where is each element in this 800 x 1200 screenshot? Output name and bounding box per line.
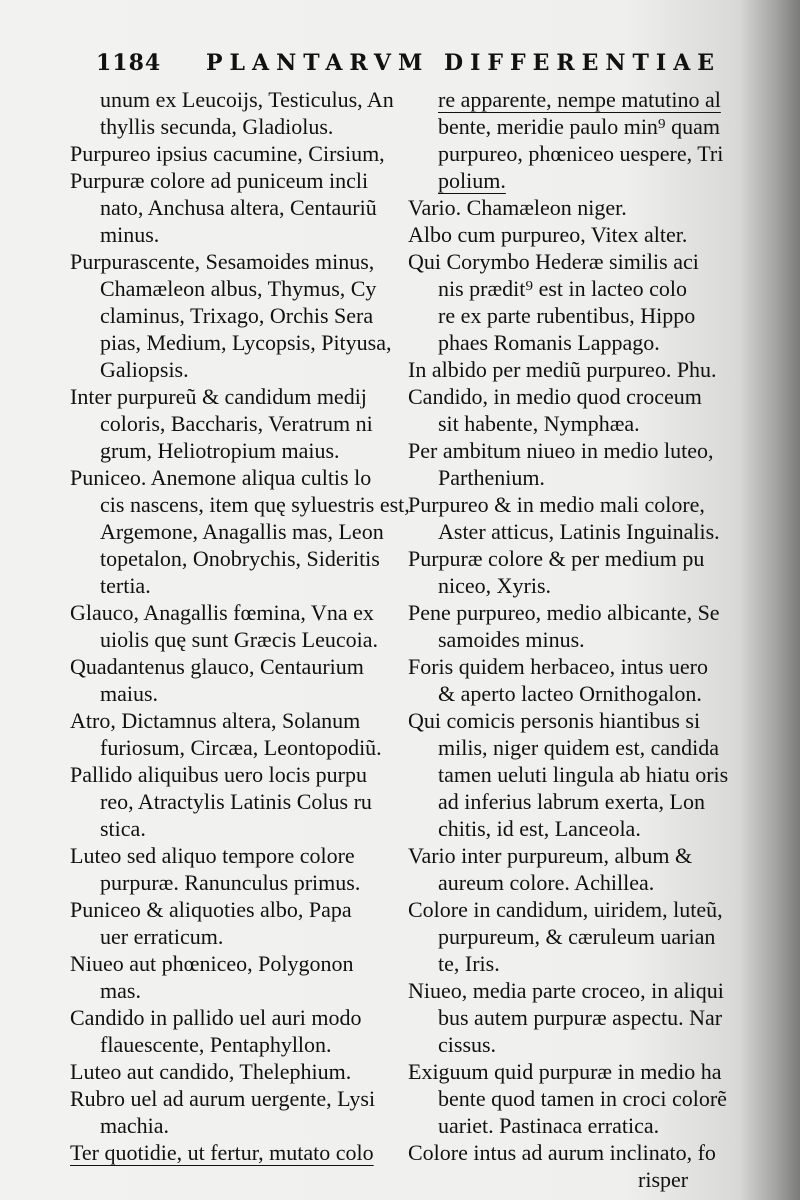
text-line: grum, Heliotropium maius. (100, 438, 340, 463)
text-line: tamen ueluti lingula ab hiatu oris (438, 762, 729, 787)
text-line: sit habente, Nymphæa. (438, 411, 640, 436)
text-line: ad inferius labrum exerta, Lon (438, 789, 705, 814)
text-line: Glauco, Anagallis fœmina, Vna ex (70, 600, 374, 625)
text-line: Purpureo ipsius cacumine, Cirsium, (70, 141, 385, 166)
text-line: Per ambitum niueo in medio luteo, (408, 438, 714, 463)
text-line: furiosum, Circæa, Leontopodiũ. (100, 735, 382, 760)
text-line: claminus, Trixago, Orchis Sera (100, 303, 374, 328)
text-line: coloris, Baccharis, Veratrum ni (100, 411, 373, 436)
text-line: aureum colore. Achillea. (438, 870, 655, 895)
text-line: cis nascens, item quę syluestris est, (100, 492, 410, 517)
text-line: Puniceo. Anemone aliqua cultis lo (70, 465, 372, 490)
text-line: Colore intus ad aurum inclinato, fo (408, 1140, 716, 1165)
text-line: nis prædit⁹ est in lacteo colo (438, 276, 688, 301)
text-line: Candido, in medio quod croceum (408, 384, 702, 409)
left-column (70, 86, 410, 1166)
text-line: Vario. Chamæleon niger. (408, 195, 627, 220)
text-line: niceo, Xyris. (438, 573, 552, 598)
text-line: Foris quidem herbaceo, intus uero (408, 654, 708, 679)
text-line: tertia. (100, 573, 151, 598)
text-line: cissus. (438, 1032, 497, 1057)
text-line: uer erraticum. (100, 924, 224, 949)
text-line: reo, Atractylis Latinis Colus ru (100, 789, 372, 814)
running-title: PLANTARVM DIFFERENTIAE (206, 50, 722, 76)
text-line: Niueo, media parte croceo, in aliqui (408, 978, 724, 1003)
text-line: uiolis quę sunt Græcis Leucoia. (100, 627, 379, 652)
text-line: bus autem purpuræ aspectu. Nar (438, 1005, 723, 1030)
text-line: Purpuræ colore & per medium pu (408, 546, 705, 571)
text-line: purpuræ. Ranunculus primus. (100, 870, 361, 895)
text-line: te, Iris. (438, 951, 500, 976)
text-line: Ter quotidie, ut fertur, mutato colo (70, 1140, 374, 1165)
right-column (408, 86, 738, 1193)
text-line: Exiguum quid purpuræ in medio ha (408, 1059, 722, 1084)
text-line: Galiopsis. (100, 357, 189, 382)
text-line: bente quod tamen in croci colorẽ (438, 1086, 727, 1111)
text-line: Rubro uel ad aurum uergente, Lysi (70, 1086, 376, 1111)
text-line: Qui Corymbo Hederæ similis aci (408, 249, 699, 274)
page-number: 1184 (96, 50, 162, 76)
text-line: Colore in candidum, uiridem, luteũ, (408, 897, 723, 922)
text-line: Albo cum purpureo, Vitex alter. (408, 222, 688, 247)
text-line: Quadantenus glauco, Centaurium (70, 654, 364, 679)
text-line: Pallido aliquibus uero locis purpu (70, 762, 367, 787)
text-line: Pene purpureo, medio albicante, Se (408, 600, 720, 625)
text-line: samoides minus. (438, 627, 585, 652)
page-header (96, 50, 736, 86)
text-line: re ex parte rubentibus, Hippo (438, 303, 696, 328)
text-line: mas. (100, 978, 141, 1003)
text-line: Puniceo & aliquoties albo, Papa (70, 897, 352, 922)
text-line: re apparente, nempe matutino al (438, 87, 721, 112)
text-line: Argemone, Anagallis mas, Leon (100, 519, 384, 544)
text-line: Parthenium. (438, 465, 545, 490)
page-edge-shadow (740, 0, 800, 1200)
text-line: purpureum, & cæruleum uarian (438, 924, 716, 949)
text-line: Luteo aut candido, Thelephium. (70, 1059, 352, 1084)
text-line: Candido in pallido uel auri modo (70, 1005, 362, 1030)
text-line: polium. (438, 168, 506, 193)
text-line: minus. (100, 222, 160, 247)
text-line: Purpuræ colore ad puniceum incli (70, 168, 369, 193)
text-line: Atro, Dictamnus altera, Solanum (70, 708, 361, 733)
catchword: risper (638, 1167, 689, 1192)
text-line: Purpurascente, Sesamoides minus, (70, 249, 375, 274)
text-line: chitis, id est, Lanceola. (438, 816, 641, 841)
text-line: Niueo aut phœniceo, Polygonon (70, 951, 354, 976)
text-line: flauescente, Pentaphyllon. (100, 1032, 332, 1057)
text-line: machia. (100, 1113, 170, 1138)
text-line: unum ex Leucoijs, Testiculus, An (100, 87, 394, 112)
text-line: pias, Medium, Lycopsis, Pityusa, (100, 330, 392, 355)
text-line: Purpureo & in medio mali colore, (408, 492, 705, 517)
text-line: thyllis secunda, Gladiolus. (100, 114, 334, 139)
text-line: milis, niger quidem est, candida (438, 735, 720, 760)
text-line: nato, Anchusa altera, Centauriũ (100, 195, 377, 220)
text-line: maius. (100, 681, 159, 706)
text-line: In albido per mediũ purpureo. Phu. (408, 357, 717, 382)
text-line: topetalon, Onobrychis, Sideritis (100, 546, 380, 571)
text-line: Chamæleon albus, Thymus, Cy (100, 276, 377, 301)
text-line: phaes Romanis Lappago. (438, 330, 660, 355)
text-line: bente, meridie paulo min⁹ quam (438, 114, 720, 139)
text-line: Vario inter purpureum, album & (408, 843, 693, 868)
text-line: Inter purpureũ & candidum medij (70, 384, 367, 409)
text-line: Aster atticus, Latinis Inguinalis. (438, 519, 720, 544)
text-line: uariet. Pastinaca erratica. (438, 1113, 660, 1138)
text-line: & aperto lacteo Ornithogalon. (438, 681, 702, 706)
text-line: purpureo, phœniceo uespere, Tri (438, 141, 724, 166)
text-line: stica. (100, 816, 146, 841)
text-line: Qui comicis personis hiantibus si (408, 708, 701, 733)
text-line: Luteo sed aliquo tempore colore (70, 843, 355, 868)
